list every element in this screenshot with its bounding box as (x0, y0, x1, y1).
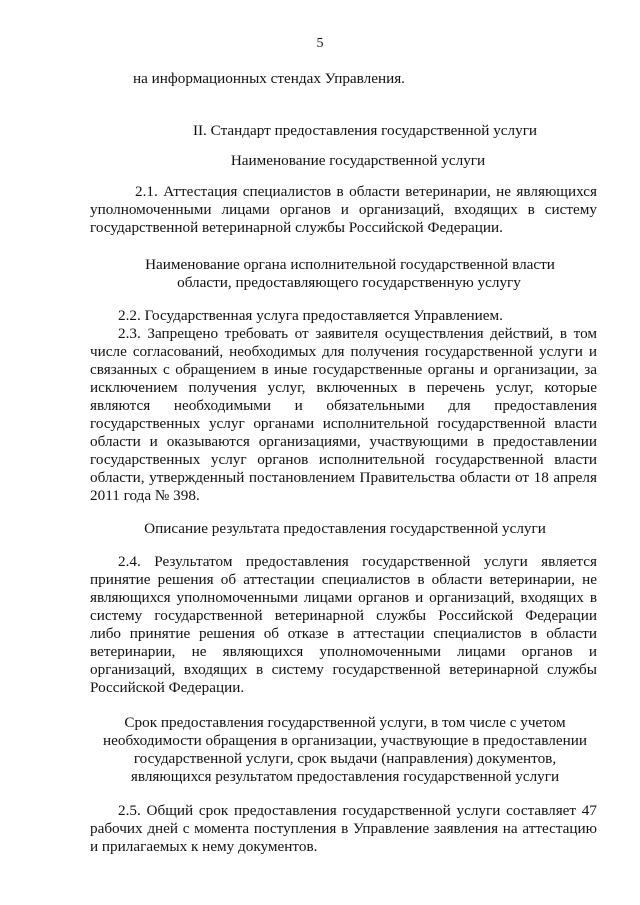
p23-line: области и оказываются организациями, участвующими в предоставлении (90, 433, 597, 450)
page-number: 5 (316, 36, 324, 51)
heading-term: являющихся результатом предоставления государственной услуги (130, 768, 560, 785)
p25-line: 2.5. Общий срок предоставления государственной услуги составляет 47 (118, 802, 597, 819)
p21-line: государственной ветеринарной службы Российской Федерации. (90, 219, 503, 236)
section-title: II. Стандарт предоставления государственной услуги (192, 122, 538, 139)
p25-line: рабочих дней с момента поступления в Управление заявления на аттестацию (90, 820, 597, 837)
heading-term: государственной услуги, срок выдачи (направления) документов, (133, 750, 557, 767)
p25-line: и прилагаемых к нему документов. (90, 838, 318, 855)
p22-line: 2.2. Государственная услуга предоставляется Управлением. (118, 307, 503, 324)
p24-line: являющихся уполномоченными лицами органов и организаций, входящих в (90, 589, 597, 606)
p24-line: организаций, входящих в систему государственной ветеринарной службы (90, 661, 597, 678)
p24-line: Российской Федерации. (90, 679, 245, 696)
p23-line: связанных с обращением в иные государственные органы и организации, за (90, 361, 597, 378)
p23-line: числе согласований, необходимых для получения государственной услуги и (90, 343, 597, 360)
p24-line: либо принятие решения об отказе в аттестации специалистов в области (90, 625, 597, 642)
p24-line: принятие решения об аттестации специалистов в области ветеринарии, не (90, 571, 597, 588)
heading-authority: Наименование органа исполнительной государственной власти (145, 256, 555, 273)
p23-line: области, утвержденный постановлением Правительства области от 18 апреля (90, 469, 597, 486)
p23-line: 2.3. Запрещено требовать от заявителя осуществления действий, в том (118, 325, 597, 342)
p21-line: 2.1. Аттестация специалистов в области ветеринарии, не являющихся (135, 183, 597, 200)
p24-line: ветеринарии, не являющихся уполномоченными лицами органов и (90, 643, 597, 660)
p23-line: государственных услуг органами исполнительной государственной власти (90, 415, 597, 432)
heading-term: необходимости обращения в организации, участвующие в предоставлении (103, 732, 587, 749)
heading-result: Описание результата предоставления государственной услуги (144, 520, 546, 537)
p23-line: 2011 года № 398. (90, 487, 200, 504)
p23-line: исключением получения услуг, включенных в перечень услуг, которые (90, 379, 597, 396)
heading-authority: области, предоставляющего государственную услугу (177, 274, 521, 291)
heading-service-name: Наименование государственной услуги (230, 152, 486, 169)
p24-line: 2.4. Результатом предоставления государственной услуги является (118, 553, 597, 570)
heading-term: Срок предоставления государственной услуги, в том числе с учетом (124, 714, 566, 731)
p23-line: государственных услуг органов исполнительной государственной власти (90, 451, 597, 468)
p23-line: являются необходимыми и обязательными для предоставления (90, 397, 597, 414)
intro-line: на информационных стендах Управления. (133, 70, 405, 87)
p24-line: систему государственной ветеринарной службы Российской Федерации (90, 607, 597, 624)
p21-line: уполномоченными лицами органов и организаций, входящих в систему (90, 201, 597, 218)
